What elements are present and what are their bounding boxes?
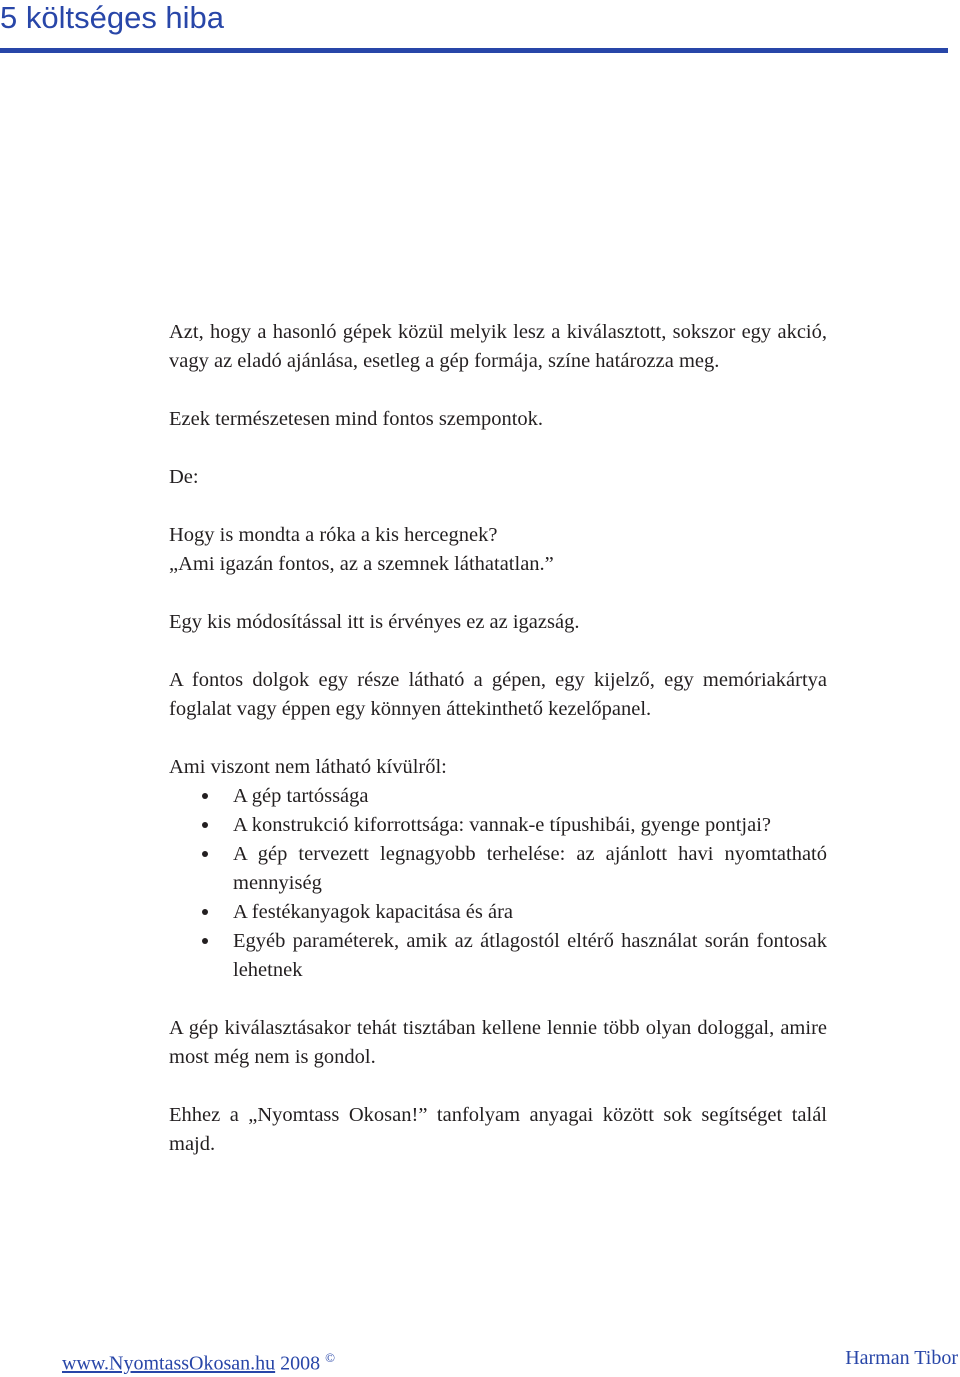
footer-year: 2008 (280, 1352, 321, 1375)
bullet-icon (202, 793, 208, 799)
list-item-text: A konstrukció kiforrottsága: vannak-e típushibái, gyenge pontjai? (233, 814, 771, 836)
paragraph-quote: „Ami igazán fontos, az a szemnek láthatatlan.” (169, 553, 554, 575)
list-item-text: Egyéb paraméterek, amik az átlagostól eltérő használat során fontosak lehetnek (233, 930, 827, 981)
page-footer (62, 1345, 958, 1377)
paragraph-course: Ehhez a „Nyomtass Okosan!” tanfolyam anyagai között sok segítséget talál majd. (169, 1104, 827, 1155)
paragraph-intro: Azt, hogy a hasonló gépek közül melyik lesz a kiválasztott, sokszor egy akció, vagy az eladó ajánlása, esetleg a gép formája, színe határozza meg. (169, 321, 827, 372)
copyright-icon: © (325, 1350, 336, 1365)
document-body (169, 318, 827, 1159)
title-underline-rule (0, 48, 948, 53)
paragraph-selection: A gép kiválasztásakor tehát tisztában kellene lennie több olyan dologgal, amire most még nem is gondol. (169, 1017, 827, 1068)
paragraph-truth: Egy kis módosítással itt is érvényes ez az igazság. (169, 611, 580, 633)
bullet-icon (202, 851, 208, 857)
website-link[interactable]: www.NyomtassOkosan.hu (62, 1352, 276, 1375)
bullet-icon (202, 909, 208, 915)
list-intro: Ami viszont nem látható kívülről: (169, 756, 447, 778)
list-item-text: A festékanyagok kapacitása és ára (233, 901, 514, 923)
page-title: 5 költséges hiba (0, 0, 225, 35)
bullet-icon (202, 938, 208, 944)
list-item (169, 898, 827, 927)
list-item (169, 782, 827, 811)
paragraph-quote-question: Hogy is mondta a róka a kis hercegnek? (169, 524, 498, 546)
paragraph-but: De: (169, 466, 199, 488)
paragraph-visible-things: A fontos dolgok egy része látható a gépen, egy kijelző, egy memóriakártya foglalat vagy éppen egy könnyen áttekinthető kezelőpanel. (169, 669, 827, 720)
list-item (169, 811, 827, 840)
list-item-text: A gép tervezett legnagyobb terhelése: az ajánlott havi nyomtatható mennyiség (233, 843, 827, 894)
hidden-aspects-list (169, 782, 827, 985)
footer-author: Harman Tibor (845, 1347, 958, 1369)
list-item (169, 840, 827, 898)
paragraph-aspects: Ezek természetesen mind fontos szempontok. (169, 408, 544, 430)
bullet-icon (202, 822, 208, 828)
list-item (169, 927, 827, 985)
list-item-text: A gép tartóssága (233, 785, 369, 807)
